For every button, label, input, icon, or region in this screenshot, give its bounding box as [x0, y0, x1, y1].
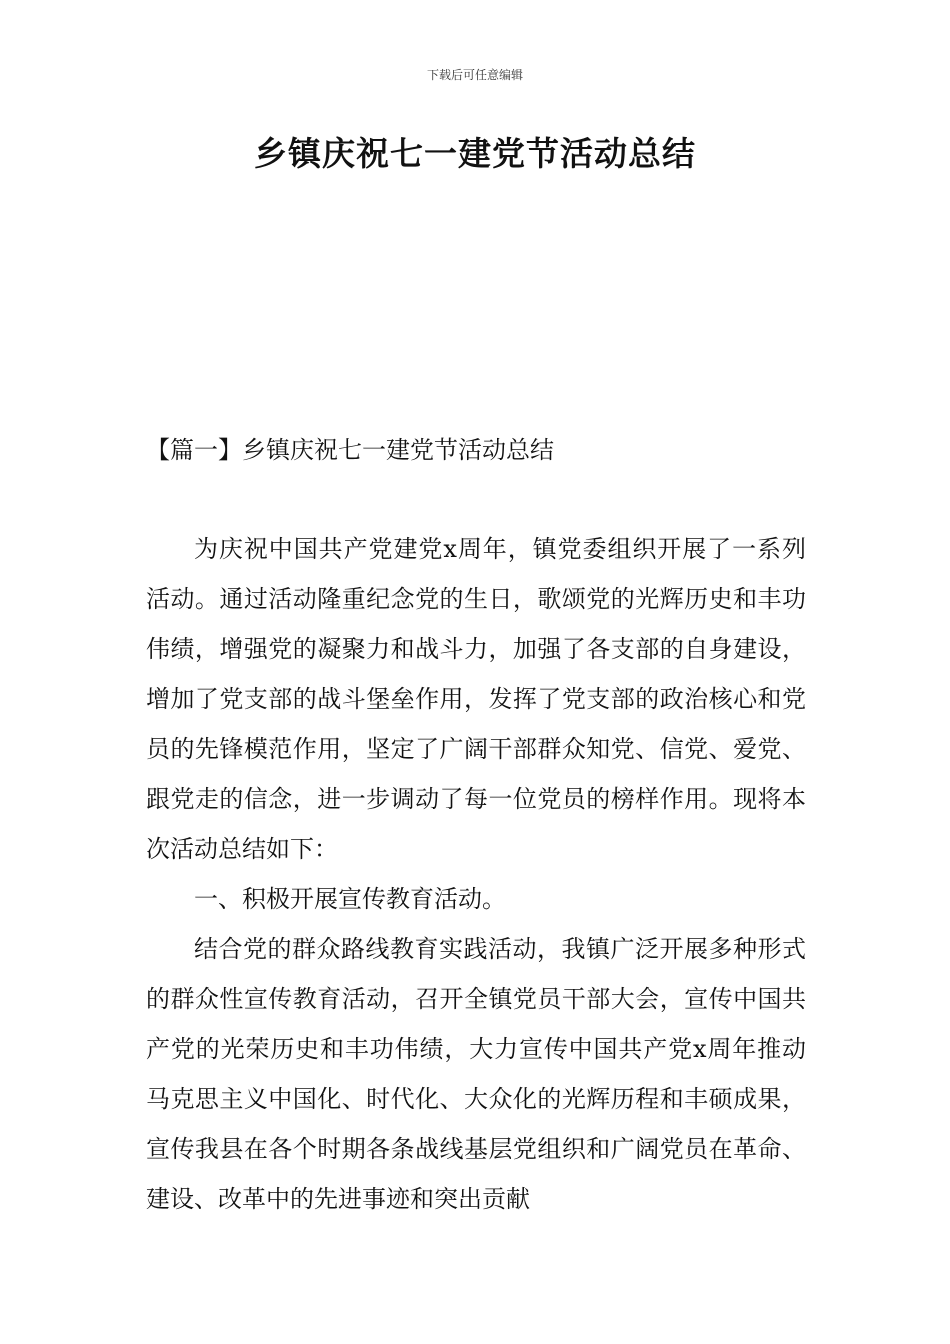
paragraph-subheading: 一、积极开展宣传教育活动。: [194, 885, 506, 913]
header-note: 下载后可任意编辑: [426, 68, 523, 82]
document-body: [146, 524, 806, 1224]
paragraph-propaganda: 结合党的群众路线教育实践活动，我镇广泛开展多种形式的群众性宣传教育活动，召开全镇党员干部大会，宣传中国共产党的光荣历史和丰功伟绩，大力宣传中国共产党x周年推动马克思主义中国化、时代化、大众化的光辉历程和丰硕成果，宣传我县在各个时期各条战线基层党组织和广阔党员在革命、建设、改革中的先进事迹和突出贡献: [146, 935, 806, 1213]
section-heading: 【篇一】乡镇庆祝七一建党节活动总结: [146, 436, 554, 464]
document-title: 乡镇庆祝七一建党节活动总结: [254, 134, 696, 173]
paragraph-intro: 为庆祝中国共产党建党x周年，镇党委组织开展了一系列活动。通过活动隆重纪念党的生日，歌颂党的光辉历史和丰功伟绩，增强党的凝聚力和战斗力，加强了各支部的自身建设，增加了党支部的战斗堡垒作用，发挥了党支部的政治核心和党员的先锋模范作用，坚定了广阔干部群众知党、信党、爱党、跟党走的信念，进一步调动了每一位党员的榜样作用。现将本次活动总结如下：: [146, 535, 806, 863]
